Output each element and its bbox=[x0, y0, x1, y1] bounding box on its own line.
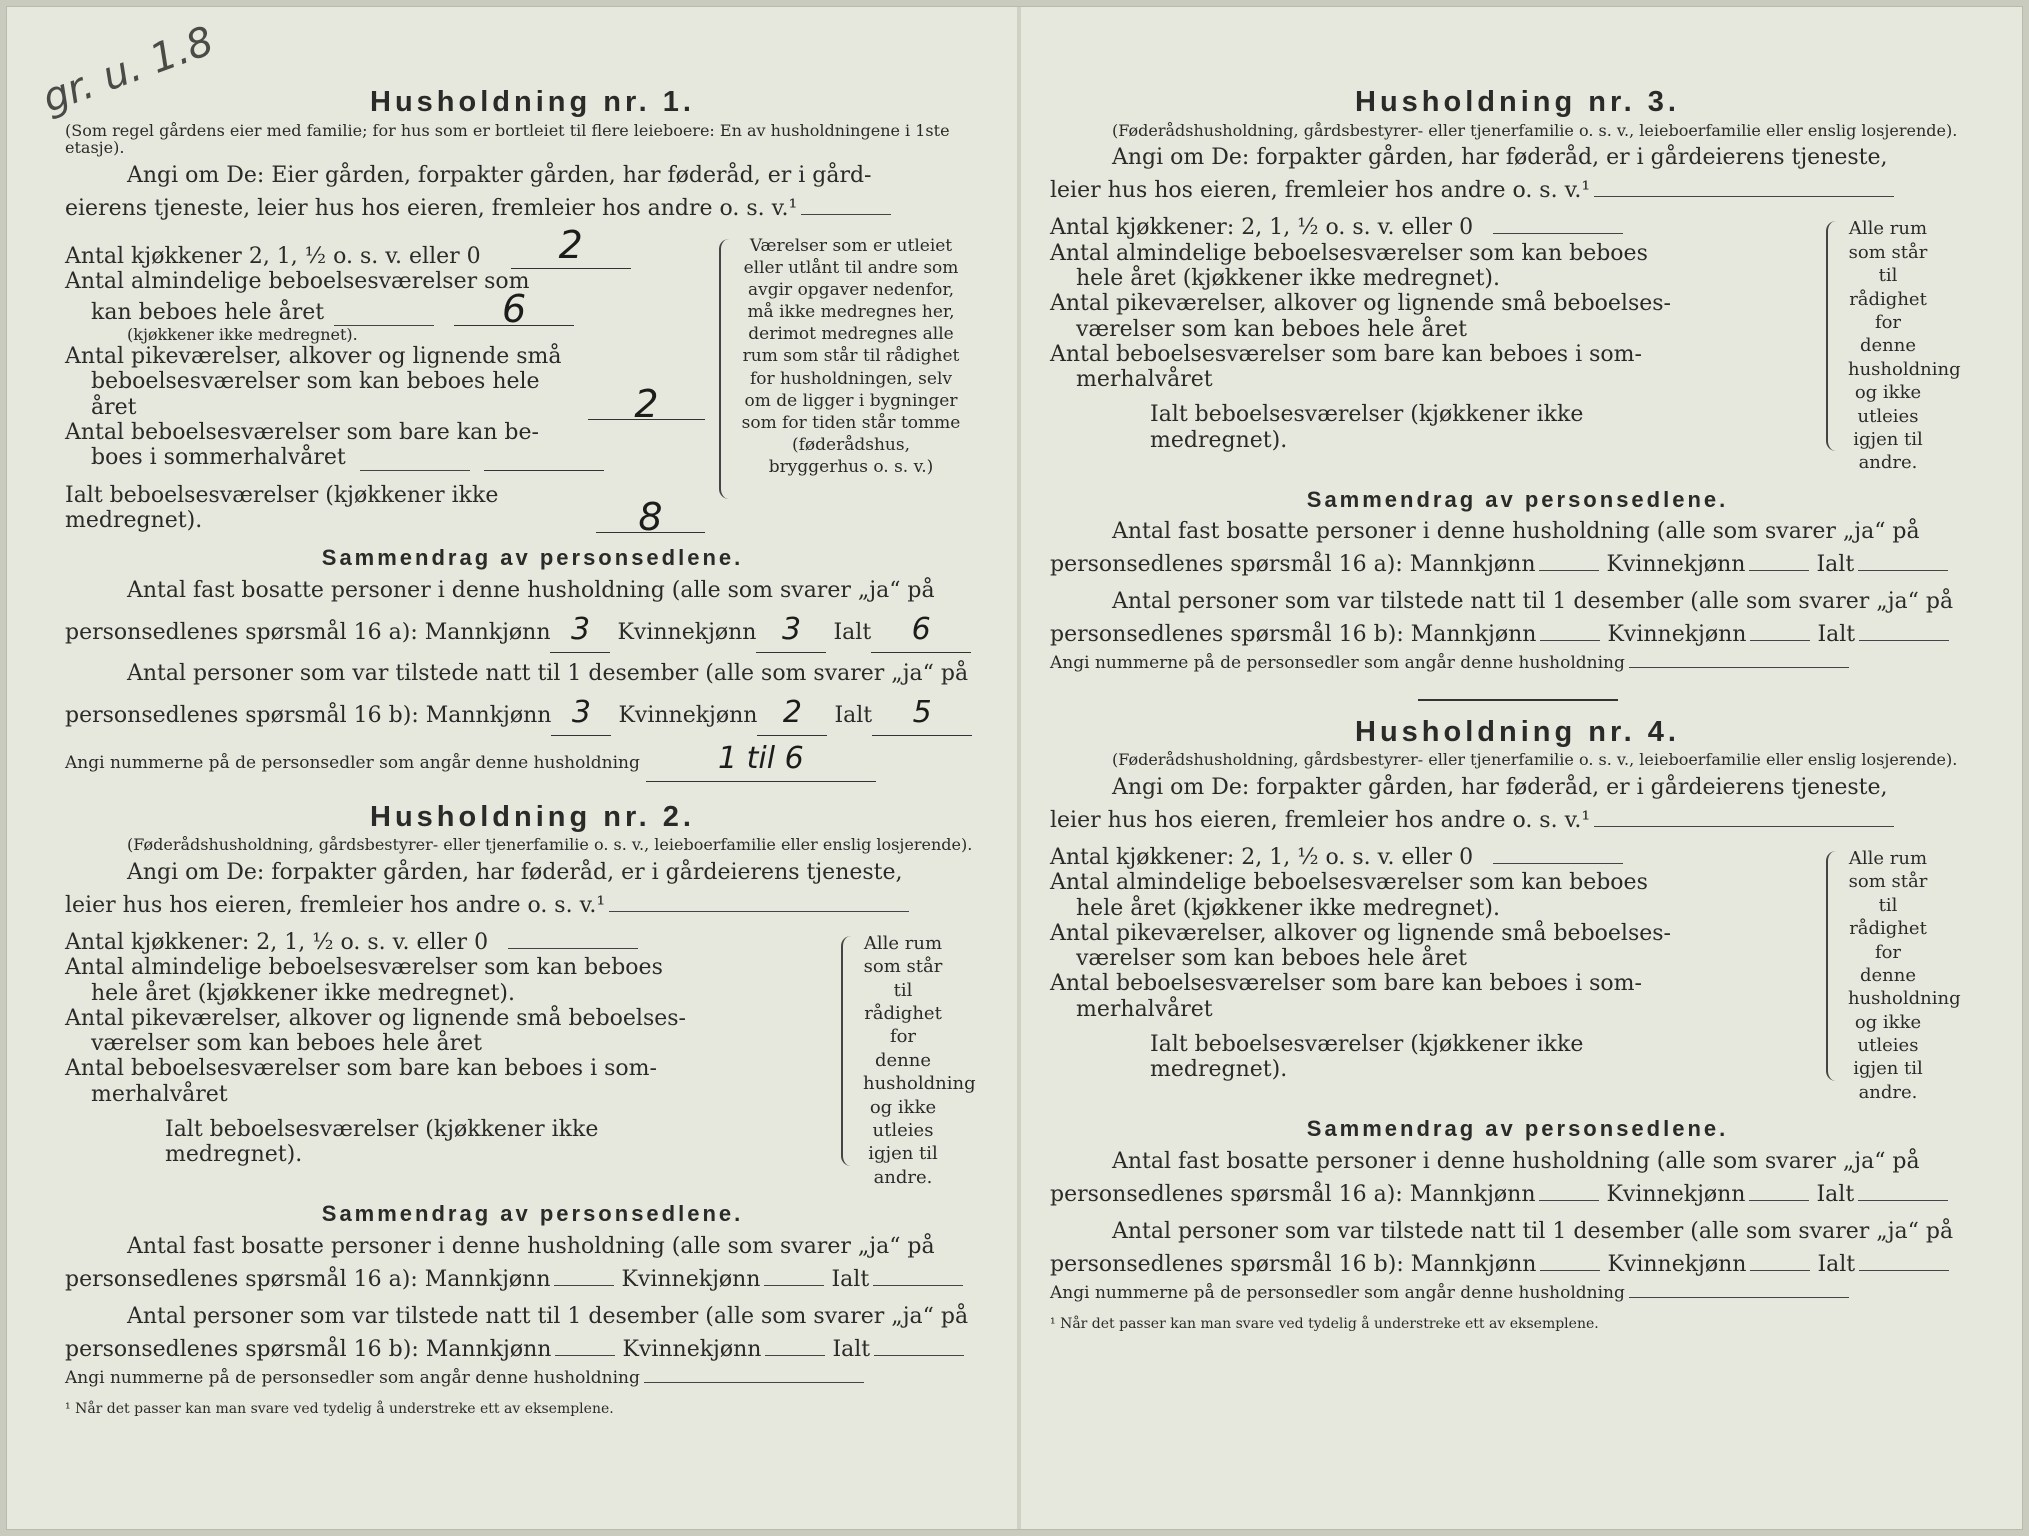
angi-line-1: Angi om De: Eier gården, forpakter gården, har føderåd, er i gård- bbox=[127, 162, 872, 188]
til-line-1: Antal personer som var tilstede natt til 1 desember (alle som svarer „ja“ på bbox=[1112, 1218, 1954, 1244]
nummer-line: Angi nummerne på de personsedler som angår denne husholdning 1 til 6 bbox=[65, 736, 1000, 782]
ordinary-rooms-row: Antal almindelige beboelsesværelser som bbox=[65, 268, 530, 294]
summer-rooms-row-2: boes i sommerhalvåret bbox=[65, 445, 705, 470]
household-2-title: Husholdning nr. 2. bbox=[370, 800, 695, 833]
nummer-line: Angi nummerne på de personsedler som angår denne husholdning bbox=[1050, 651, 1985, 677]
brace bbox=[1826, 851, 1848, 1081]
household-2-subtitle: (Føderådshusholdning, gårdsbestyrer- eller tjenerfamilie o. s. v., leieboerfamilie eller enslig losjerende). bbox=[127, 835, 973, 855]
summer-rooms-row: Antal beboelsesværelser som bare kan be- bbox=[65, 419, 539, 445]
summer-rooms-row-2: merhalvåret bbox=[91, 1081, 228, 1107]
total-rooms-row: Ialt beboelsesværelser (kjøkkener ikke medregnet). 8 bbox=[65, 483, 705, 534]
fast-line-1: Antal fast bosatte personer i denne husholdning (alle som svarer „ja“ på bbox=[127, 577, 935, 603]
total-rooms-row: Ialt beboelsesværelser (kjøkkener ikke medregnet). bbox=[165, 1117, 599, 1168]
fast-line-1: Antal fast bosatte personer i denne husholdning (alle som svarer „ja“ på bbox=[1112, 1148, 1920, 1174]
household-4 bbox=[1050, 715, 1985, 1333]
kitchens-row: Antal kjøkkener: 2, 1, ½ o. s. v. eller 0 bbox=[1050, 845, 1690, 870]
summer-rooms-row: Antal beboelsesværelser som bare kan beboes i som- bbox=[1050, 341, 1642, 367]
til-line-1: Antal personer som var tilstede natt til 1 desember (alle som svarer „ja“ på bbox=[127, 660, 969, 686]
right-page bbox=[1050, 7, 1985, 1333]
kitchens-row: Antal kjøkkener 2, 1, ½ o. s. v. eller 0 2 bbox=[65, 233, 705, 269]
nummer-line: Angi nummerne på de personsedler som angår denne husholdning bbox=[65, 1366, 1000, 1392]
nummer-value[interactable]: 1 til 6 bbox=[646, 736, 876, 782]
rooms-side-note: Alle rum som står til rådighet for denne husholdning og ikke utleies igjen til andre. bbox=[1848, 218, 1961, 474]
total-rooms-value[interactable]: 8 bbox=[596, 502, 705, 533]
footnote: ¹ Når det passer kan man svare ved tydelig å understreke ett av eksemplene. bbox=[65, 1401, 614, 1418]
fast-line-2: personsedlenes spørsmål 16 a): Mannkjønn Kvinnekjønn Ialt bbox=[65, 1263, 1000, 1296]
household-1-subtitle: (Som regel gårdens eier med familie; for hus som er bortleiet til flere leieboere: En av husholdningene i 1ste etasje). bbox=[65, 120, 950, 158]
household-3 bbox=[1050, 7, 1985, 701]
household-3-title: Husholdning nr. 3. bbox=[1355, 86, 1680, 118]
household-3-subtitle: (Føderådshusholdning, gårdsbestyrer- eller tjenerfamilie o. s. v., leieboerfamilie eller enslig losjerende). bbox=[1112, 120, 1958, 140]
fast-line-2: personsedlenes spørsmål 16 a): Mannkjønn Kvinnekjønn Ialt bbox=[1050, 548, 1985, 581]
ordinary-rooms-row: Antal almindelige beboelsesværelser som kan beboes bbox=[1050, 870, 1648, 896]
household-1 bbox=[65, 7, 1000, 782]
fast-line-2: personsedlenes spørsmål 16 a): Mannkjønn 3 Kvinnekjønn 3 Ialt 6 bbox=[65, 607, 1000, 653]
small-rooms-row-2: værelser som kan beboes hele året bbox=[1076, 316, 1467, 342]
small-rooms-value[interactable]: 2 bbox=[588, 389, 705, 420]
til-total-value[interactable]: 5 bbox=[872, 690, 972, 736]
fast-line-1: Antal fast bosatte personer i denne husholdning (alle som svarer „ja“ på bbox=[127, 1233, 935, 1259]
angi-line-2: eierens tjeneste, leier hus hos eieren, fremleier hos andre o. s. v.¹ bbox=[65, 192, 1000, 225]
rooms-side-note: Alle rum som står til rådighet for denne husholdning og ikke utleies igjen til andre. bbox=[863, 932, 976, 1188]
brace bbox=[719, 239, 741, 499]
summary-title: Sammendrag av personsedlene. bbox=[1306, 486, 1729, 512]
fast-female-value[interactable]: 3 bbox=[756, 607, 826, 653]
angi-line-1: Angi om De: forpakter gården, har føderåd, er i gårdeierens tjeneste, bbox=[1112, 145, 1888, 171]
ordinary-rooms-row: Antal almindelige beboelsesværelser som kan beboes bbox=[65, 955, 663, 981]
rooms-side-note: Værelser som er utleiet eller utlånt til andre som avgir opgaver nedenfor, må ikke medregnes her, derimot medregnes alle rum som står til rådighet for husholdningen, selv om de ligger i bygninger som for tiden står tomme (føderådshus, bryggerhus o. s. v.) bbox=[741, 235, 961, 477]
footnote: ¹ Når det passer kan man svare ved tydelig å understreke ett av eksemplene. bbox=[1050, 1316, 1599, 1333]
til-male-value[interactable]: 3 bbox=[551, 690, 611, 736]
angi-line-2: leier hus hos eieren, fremleier hos andre o. s. v.¹ bbox=[1050, 804, 1985, 837]
angi-line-2: leier hus hos eieren, fremleier hos andre o. s. v.¹ bbox=[1050, 174, 1985, 207]
til-line-2: personsedlenes spørsmål 16 b): Mannkjønn 3 Kvinnekjønn 2 Ialt 5 bbox=[65, 690, 1000, 736]
fast-line-2: personsedlenes spørsmål 16 a): Mannkjønn Kvinnekjønn Ialt bbox=[1050, 1178, 1985, 1211]
ordinary-rooms-row-2: hele året (kjøkkener ikke medregnet). bbox=[1076, 895, 1500, 921]
summer-rooms-row-2: merhalvåret bbox=[1076, 367, 1213, 393]
ordinary-rooms-row-2: hele året (kjøkkener ikke medregnet). bbox=[1076, 265, 1500, 291]
section-divider bbox=[1418, 699, 1618, 701]
left-page bbox=[65, 7, 1000, 1418]
small-rooms-row: Antal pikeværelser, alkover og lignende små beboelses- bbox=[1050, 920, 1671, 946]
til-line-2: personsedlenes spørsmål 16 b): Mannkjønn Kvinnekjønn Ialt bbox=[1050, 1248, 1985, 1281]
household-2 bbox=[65, 800, 1000, 1418]
ordinary-note: (kjøkkener ikke medregnet). bbox=[127, 324, 358, 344]
nummer-line: Angi nummerne på de personsedler som angår denne husholdning bbox=[1050, 1281, 1985, 1307]
ordinary-rooms-row-2: hele året (kjøkkener ikke medregnet). bbox=[91, 980, 515, 1006]
fast-male-value[interactable]: 3 bbox=[550, 607, 610, 653]
ordinary-rooms-row: Antal almindelige beboelsesværelser som kan beboes bbox=[1050, 240, 1648, 266]
household-4-subtitle: (Føderådshusholdning, gårdsbestyrer- eller tjenerfamilie o. s. v., leieboerfamilie eller enslig losjerende). bbox=[1112, 750, 1958, 770]
til-line-2: personsedlenes spørsmål 16 b): Mannkjønn Kvinnekjønn Ialt bbox=[1050, 618, 1985, 651]
fast-total-value[interactable]: 6 bbox=[871, 607, 971, 653]
page-fold bbox=[1017, 7, 1021, 1529]
rooms-side-note: Alle rum som står til rådighet for denne husholdning og ikke utleies igjen til andre. bbox=[1848, 847, 1961, 1103]
kitchens-row: Antal kjøkkener: 2, 1, ½ o. s. v. eller 0 bbox=[1050, 215, 1690, 240]
rooms-block bbox=[1050, 215, 1985, 474]
small-rooms-row-2: værelser som kan beboes hele året bbox=[91, 1031, 482, 1057]
ordinary-rooms-row-2: kan beboes hele året 6 bbox=[65, 294, 705, 325]
small-rooms-row: Antal pikeværelser, alkover og lignende små beboelses- bbox=[1050, 291, 1671, 317]
ordinary-rooms-value[interactable]: 6 bbox=[454, 294, 574, 325]
pencil-annotation: gr. u. 1.8 bbox=[36, 17, 220, 123]
fast-line-1: Antal fast bosatte personer i denne husholdning (alle som svarer „ja“ på bbox=[1112, 519, 1920, 545]
rooms-block bbox=[65, 223, 1000, 539]
household-1-title: Husholdning nr. 1. bbox=[370, 86, 695, 118]
til-line-1: Antal personer som var tilstede natt til 1 desember (alle som svarer „ja“ på bbox=[127, 1303, 969, 1329]
total-rooms-row: Ialt beboelsesværelser (kjøkkener ikke medregnet). bbox=[1150, 1032, 1584, 1083]
brace bbox=[841, 936, 863, 1166]
household-4-title: Husholdning nr. 4. bbox=[1355, 715, 1680, 748]
rooms-block bbox=[65, 930, 1000, 1189]
angi-line-1: Angi om De: forpakter gården, har føderåd, er i gårdeierens tjeneste, bbox=[1112, 774, 1888, 800]
angi-line-1: Angi om De: forpakter gården, har føderåd, er i gårdeierens tjeneste, bbox=[127, 859, 903, 885]
til-line-1: Antal personer som var tilstede natt til 1 desember (alle som svarer „ja“ på bbox=[1112, 589, 1954, 615]
til-line-2: personsedlenes spørsmål 16 b): Mannkjønn Kvinnekjønn Ialt bbox=[65, 1333, 1000, 1366]
summer-rooms-row-2: merhalvåret bbox=[1076, 996, 1213, 1022]
brace bbox=[1826, 221, 1848, 451]
summer-rooms-value[interactable] bbox=[484, 451, 604, 471]
summer-rooms-row: Antal beboelsesværelser som bare kan beboes i som- bbox=[65, 1056, 657, 1082]
small-rooms-row-2: værelser som kan beboes hele året bbox=[1076, 946, 1467, 972]
rooms-block bbox=[1050, 845, 1985, 1104]
kitchens-row: Antal kjøkkener: 2, 1, ½ o. s. v. eller 0 bbox=[65, 930, 705, 955]
small-rooms-row-2: beboelsesværelser som kan beboes hele året 2 bbox=[65, 369, 705, 420]
summary-title: Sammendrag av personsedlene. bbox=[321, 545, 744, 571]
til-female-value[interactable]: 2 bbox=[757, 690, 827, 736]
total-rooms-row: Ialt beboelsesværelser (kjøkkener ikke medregnet). bbox=[1150, 402, 1584, 453]
kitchens-value[interactable]: 2 bbox=[511, 224, 631, 269]
small-rooms-row: Antal pikeværelser, alkover og lignende små beboelses- bbox=[65, 1005, 686, 1031]
summary-title: Sammendrag av personsedlene. bbox=[1306, 1116, 1729, 1142]
small-rooms-row: Antal pikeværelser, alkover og lignende små bbox=[65, 344, 562, 370]
angi-line-2: leier hus hos eieren, fremleier hos andre o. s. v.¹ bbox=[65, 889, 1000, 922]
summary-title: Sammendrag av personsedlene. bbox=[321, 1201, 744, 1227]
census-form-sheet bbox=[6, 6, 2023, 1530]
summer-rooms-row: Antal beboelsesværelser som bare kan beboes i som- bbox=[1050, 971, 1642, 997]
